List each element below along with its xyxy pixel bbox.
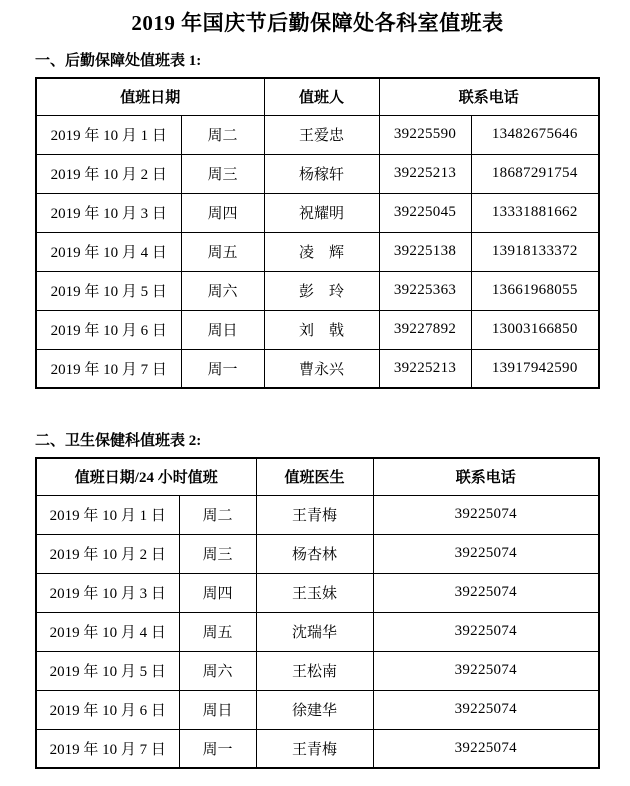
mobile-phone-cell: 13661968055	[471, 271, 599, 310]
weekday-cell: 周二	[179, 495, 256, 534]
office-phone-cell: 39225590	[379, 115, 471, 154]
mobile-phone-cell: 13482675646	[471, 115, 599, 154]
duty-date-cell: 2019 年 10 月 7 日	[36, 349, 181, 388]
duty-person-cell: 曹永兴	[264, 349, 379, 388]
duty-doctor-cell: 沈瑞华	[256, 612, 373, 651]
table1-row	[36, 154, 599, 193]
office-phone-cell: 39225213	[379, 349, 471, 388]
weekday-cell: 周五	[179, 612, 256, 651]
table2-header-contact-phone: 联系电话	[373, 458, 599, 495]
weekday-cell: 周三	[179, 534, 256, 573]
duty-date-cell: 2019 年 10 月 1 日	[36, 495, 179, 534]
mobile-phone-cell: 13918133372	[471, 232, 599, 271]
duty-date-cell: 2019 年 10 月 7 日	[36, 729, 179, 768]
office-phone-cell: 39225213	[379, 154, 471, 193]
weekday-cell: 周日	[181, 310, 264, 349]
office-phone-cell: 39225074	[373, 612, 599, 651]
office-phone-cell: 39225363	[379, 271, 471, 310]
table2-header-row	[36, 458, 599, 495]
weekday-cell: 周日	[179, 690, 256, 729]
table1-header-row	[36, 78, 599, 115]
table2-row	[36, 573, 599, 612]
duty-date-cell: 2019 年 10 月 3 日	[36, 573, 179, 612]
document-title: 2019 年国庆节后勤保障处各科室值班表	[131, 11, 504, 35]
weekday-cell: 周三	[181, 154, 264, 193]
duty-date-cell: 2019 年 10 月 3 日	[36, 193, 181, 232]
duty-date-cell: 2019 年 10 月 1 日	[36, 115, 181, 154]
table2-header-duty-doctor: 值班医生	[256, 458, 373, 495]
office-phone-cell: 39225138	[379, 232, 471, 271]
weekday-cell: 周四	[179, 573, 256, 612]
duty-doctor-cell: 徐建华	[256, 690, 373, 729]
logistics-duty-table	[35, 77, 600, 389]
duty-doctor-cell: 王玉妹	[256, 573, 373, 612]
duty-doctor-cell: 王青梅	[256, 729, 373, 768]
office-phone-cell: 39225074	[373, 690, 599, 729]
duty-date-cell: 2019 年 10 月 4 日	[36, 232, 181, 271]
weekday-cell: 周六	[181, 271, 264, 310]
office-phone-cell: 39225045	[379, 193, 471, 232]
duty-person-cell: 凌 辉	[264, 232, 379, 271]
table1-row	[36, 193, 599, 232]
duty-date-cell: 2019 年 10 月 5 日	[36, 271, 181, 310]
section2-heading: 二、卫生保健科值班表 2:	[35, 433, 202, 449]
duty-date-cell: 2019 年 10 月 6 日	[36, 690, 179, 729]
duty-person-cell: 王爱忠	[264, 115, 379, 154]
table1-header-contact-phone: 联系电话	[379, 78, 599, 115]
mobile-phone-cell: 18687291754	[471, 154, 599, 193]
section1-heading: 一、后勤保障处值班表 1:	[35, 53, 202, 69]
duty-person-cell: 刘 戟	[264, 310, 379, 349]
duty-date-cell: 2019 年 10 月 4 日	[36, 612, 179, 651]
table2-row	[36, 690, 599, 729]
office-phone-cell: 39225074	[373, 651, 599, 690]
section-logistics-duty	[35, 53, 600, 389]
table2-row	[36, 612, 599, 651]
mobile-phone-cell: 13331881662	[471, 193, 599, 232]
duty-date-cell: 2019 年 10 月 2 日	[36, 534, 179, 573]
office-phone-cell: 39225074	[373, 573, 599, 612]
duty-doctor-cell: 王青梅	[256, 495, 373, 534]
duty-date-cell: 2019 年 10 月 6 日	[36, 310, 181, 349]
table2-row	[36, 534, 599, 573]
weekday-cell: 周二	[181, 115, 264, 154]
duty-person-cell: 杨稼轩	[264, 154, 379, 193]
mobile-phone-cell: 13003166850	[471, 310, 599, 349]
table2-row	[36, 651, 599, 690]
table2-row	[36, 495, 599, 534]
table1-row	[36, 271, 599, 310]
table2-header-duty-date: 值班日期/24 小时值班	[36, 458, 256, 495]
weekday-cell: 周一	[179, 729, 256, 768]
table1-row	[36, 349, 599, 388]
duty-person-cell: 彭 玲	[264, 271, 379, 310]
mobile-phone-cell: 13917942590	[471, 349, 599, 388]
weekday-cell: 周六	[179, 651, 256, 690]
table2-row	[36, 729, 599, 768]
weekday-cell: 周一	[181, 349, 264, 388]
office-phone-cell: 39225074	[373, 495, 599, 534]
office-phone-cell: 39225074	[373, 729, 599, 768]
weekday-cell: 周四	[181, 193, 264, 232]
section-health-duty	[35, 433, 600, 769]
duty-date-cell: 2019 年 10 月 2 日	[36, 154, 181, 193]
duty-doctor-cell: 杨杏林	[256, 534, 373, 573]
weekday-cell: 周五	[181, 232, 264, 271]
table1-row	[36, 232, 599, 271]
duty-person-cell: 祝耀明	[264, 193, 379, 232]
duty-doctor-cell: 王松南	[256, 651, 373, 690]
office-phone-cell: 39225074	[373, 534, 599, 573]
health-duty-table	[35, 457, 600, 769]
table1-row	[36, 115, 599, 154]
table1-header-duty-person: 值班人	[264, 78, 379, 115]
table1-row	[36, 310, 599, 349]
duty-date-cell: 2019 年 10 月 5 日	[36, 651, 179, 690]
office-phone-cell: 39227892	[379, 310, 471, 349]
table1-header-duty-date: 值班日期	[36, 78, 264, 115]
